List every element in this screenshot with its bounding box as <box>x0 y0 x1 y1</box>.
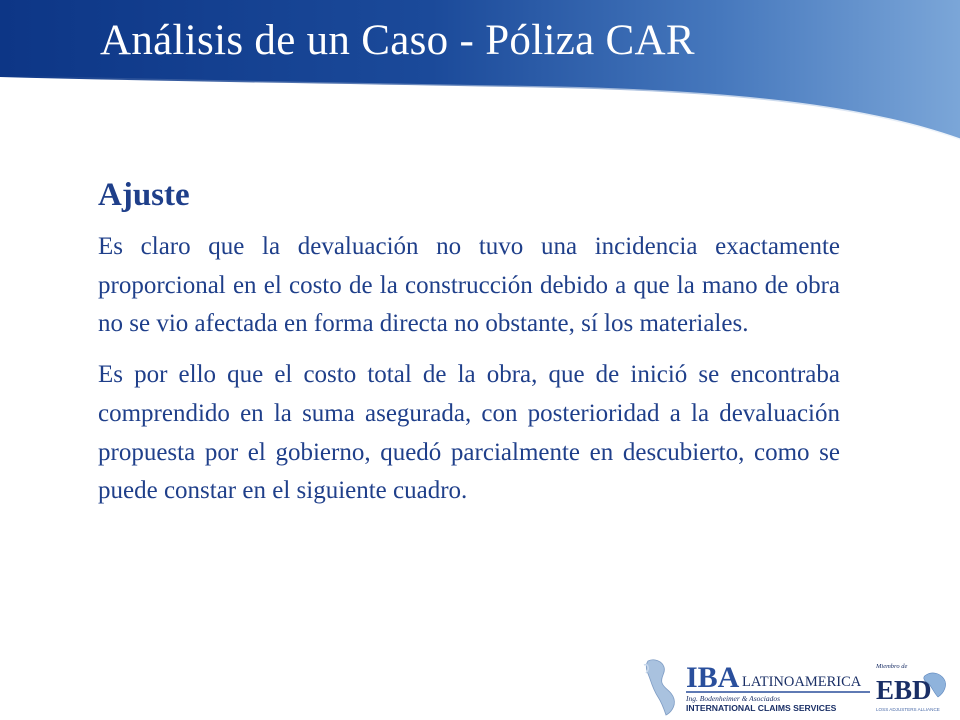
ebd-logo <box>874 659 952 715</box>
ebd-tagline-text: LOSS ADJUSTERS ALLIANCE <box>876 707 940 712</box>
slide-title: Análisis de un Caso - Póliza CAR <box>100 17 695 64</box>
content-area <box>98 172 840 523</box>
ebd-brand-text: EBD <box>876 675 932 705</box>
paragraph-1: Es claro que la devaluación no tuvo una incidencia exactamente proporcional en el costo de la construcción debido a que la mano de obra no se vio afectada en forma directa no obstante, sí los materiales. <box>98 233 840 338</box>
footer-logos <box>640 655 955 717</box>
iba-brand-text: IBA <box>686 661 740 694</box>
iba-latinoamerica-logo <box>640 655 872 717</box>
paragraph-2: Es por ello que el costo total de la obra, que de inició se encontraba comprendido en la suma asegurada, con posterioridad a la devaluación propuesta por el gobierno, quedó parcialmente en descubierto, como se puede constar en el siguiente cuadro. <box>98 361 840 505</box>
americas-map-icon <box>646 660 674 715</box>
section-heading: Ajuste <box>98 177 190 213</box>
iba-tagline-text: INTERNATIONAL CLAIMS SERVICES <box>686 703 837 713</box>
iba-subline-text: Ing. Bodenheimer & Asociados <box>686 694 781 703</box>
iba-region-text: LATINOAMERICA <box>742 674 862 690</box>
ebd-member-label: Miembro de <box>876 663 908 670</box>
